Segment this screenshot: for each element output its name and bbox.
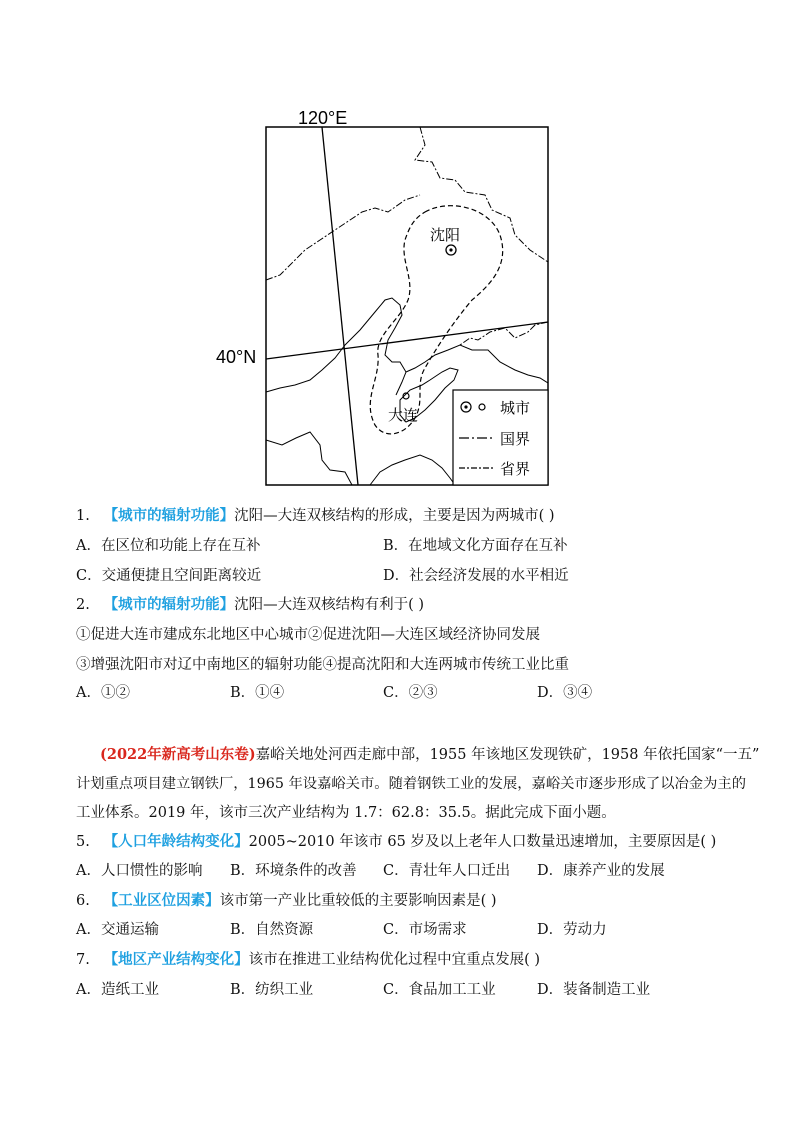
q1-option-a[interactable]: A．在区位和功能上存在互补 — [76, 538, 261, 554]
q5-option-b[interactable]: B．环境条件的改善 — [230, 863, 357, 879]
map-lon-label: 120°E — [298, 108, 348, 128]
q6-option-b[interactable]: B．自然资源 — [230, 922, 314, 938]
q6-option-a[interactable]: A．交通运输 — [76, 922, 159, 938]
passage-text-1: 嘉峪关地处河西走廊中部，1955 年该地区发现铁矿，1958 年依托国家“一五” — [255, 747, 760, 763]
passage-source: (2022年新高考山东卷) — [100, 746, 256, 763]
city-shenyang-label: 沈阳 — [430, 227, 461, 244]
q2-number: 2. — [76, 597, 90, 613]
passage-line-2: 计划重点项目建立钢铁厂，1965 年设嘉峪关市。随着钢铁工业的发展，嘉峪关市逐步形成了以冶金为主的 — [76, 776, 746, 792]
map-figure — [210, 100, 560, 490]
map-lat-label: 40°N — [216, 347, 257, 367]
q1-number: 1. — [76, 508, 90, 524]
city-shenyang-dot — [449, 248, 452, 251]
q2-option-c[interactable]: C．②③ — [383, 685, 438, 701]
passage-line-1 — [100, 745, 759, 765]
q2-option-b[interactable]: B．①④ — [230, 685, 285, 701]
legend-city-icon-dot — [464, 405, 467, 408]
legend-city-label: 城市 — [500, 400, 531, 417]
q1-text: 沈阳—大连双核结构的形成，主要是因为两城市( ) — [234, 508, 555, 524]
city-dalian-label: 大连 — [388, 407, 419, 424]
q6-stem — [76, 891, 497, 911]
q7-text: 该市在推进工业结构优化过程中宜重点发展( ) — [248, 952, 541, 968]
q6-tag: 【工业区位因素】 — [103, 892, 220, 909]
q1-option-d[interactable]: D．社会经济发展的水平相近 — [383, 568, 569, 584]
q1-option-c[interactable]: C．交通便捷且空间距离较近 — [76, 568, 262, 584]
q5-option-d[interactable]: D．康养产业的发展 — [537, 863, 665, 879]
q2-tag: 【城市的辐射功能】 — [103, 596, 235, 613]
q2-statements-1: ①促进大连市建成东北地区中心城市②促进沈阳—大连区域经济协同发展 — [76, 627, 540, 643]
q7-stem — [76, 950, 540, 970]
q6-option-d[interactable]: D．劳动力 — [537, 922, 607, 938]
q1-stem — [76, 506, 555, 526]
meridian-120e — [322, 127, 358, 485]
q7-tag: 【地区产业结构变化】 — [103, 951, 249, 968]
q5-option-c[interactable]: C．青壮年人口迁出 — [383, 863, 511, 879]
q2-statements-2: ③增强沈阳市对辽中南地区的辐射功能④提高沈阳和大连两城市传统工业比重 — [76, 657, 569, 673]
q5-text: 2005~2010 年该市 65 岁及以上老年人口数量迅速增加，主要原因是( ) — [248, 834, 717, 850]
q7-number: 7. — [76, 952, 90, 968]
q7-option-b[interactable]: B．纺织工业 — [230, 982, 314, 998]
q7-option-d[interactable]: D．装备制造工业 — [537, 982, 651, 998]
q6-option-c[interactable]: C．市场需求 — [383, 922, 467, 938]
legend-national-border-label: 国界 — [500, 431, 531, 448]
q5-option-a[interactable]: A．人口惯性的影响 — [76, 863, 203, 879]
q6-text: 该市第一产业比重较低的主要影响因素是( ) — [219, 893, 497, 909]
q2-option-d[interactable]: D．③④ — [537, 685, 593, 701]
q1-tag: 【城市的辐射功能】 — [103, 507, 235, 524]
q5-tag: 【人口年龄结构变化】 — [103, 833, 249, 850]
q5-stem — [76, 832, 716, 852]
q5-number: 5. — [76, 834, 90, 850]
q6-number: 6. — [76, 893, 90, 909]
passage-line-3: 工业体系。2019 年，该市三次产业结构为 1.7：62.8：35.5。据此完成下面小题。 — [76, 805, 616, 821]
parallel-40n — [266, 322, 548, 359]
q2-stem — [76, 595, 424, 615]
q7-option-c[interactable]: C．食品加工工业 — [383, 982, 496, 998]
q7-option-a[interactable]: A．造纸工业 — [76, 982, 159, 998]
q1-option-b[interactable]: B．在地域文化方面存在互补 — [383, 538, 568, 554]
q2-option-a[interactable]: A．①② — [76, 685, 130, 701]
q2-text: 沈阳—大连双核结构有利于( ) — [234, 597, 425, 613]
legend-provincial-border-label: 省界 — [500, 461, 531, 478]
